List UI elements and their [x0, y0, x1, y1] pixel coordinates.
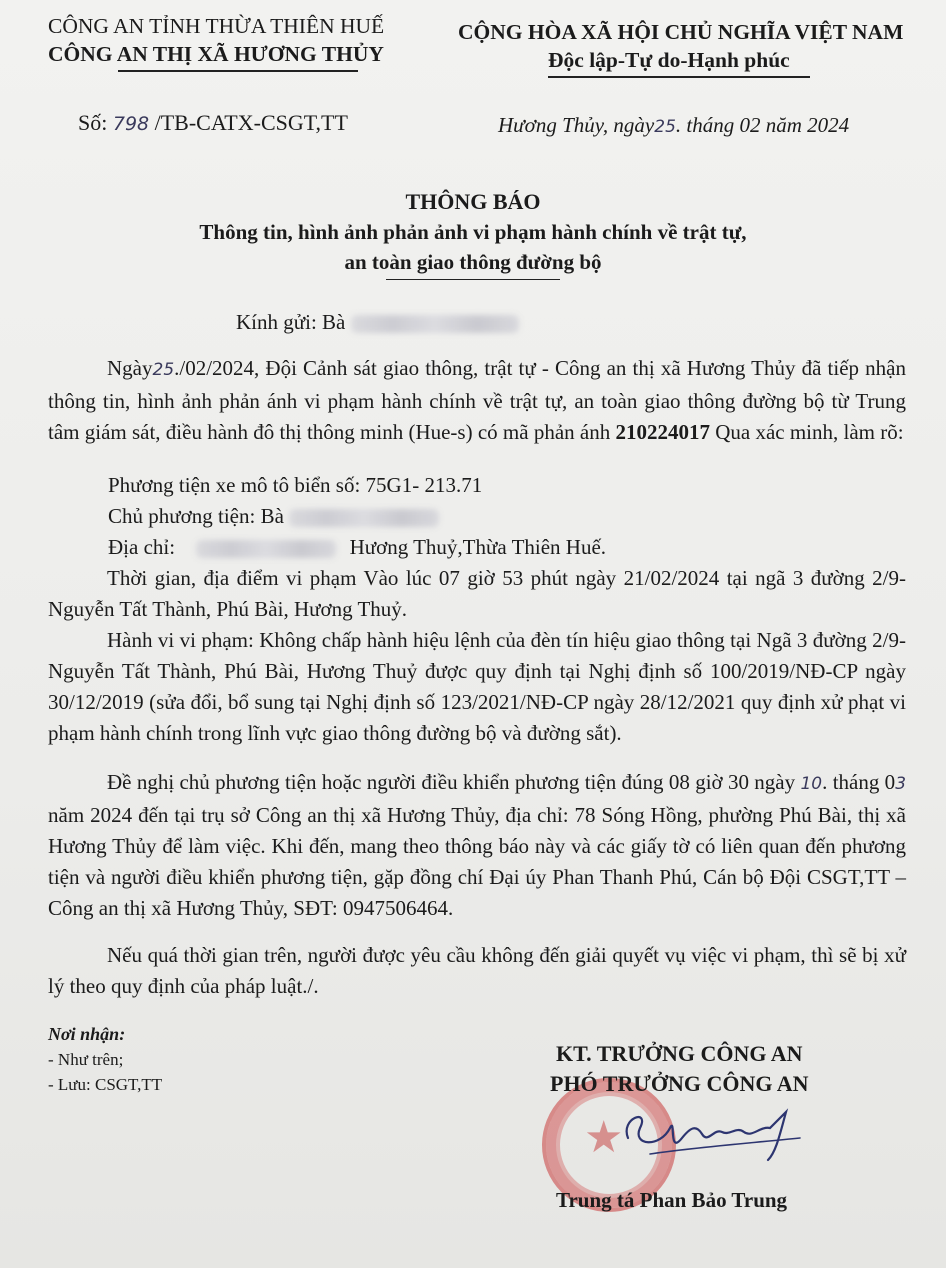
report-code: 210224017	[615, 420, 710, 444]
doc-title: THÔNG BÁO	[405, 189, 541, 214]
recipients-item-1: - Như trên;	[48, 1050, 124, 1069]
date-line	[498, 113, 849, 138]
nation-title: CỘNG HÒA XÃ HỘI CHỦ NGHĨA VIỆT NAM	[458, 20, 904, 44]
handwritten-signature	[610, 1098, 830, 1168]
recipient-label: Kính gửi: Bà	[236, 310, 346, 334]
doc-subtitle-2: an toàn giao thông đường bộ	[344, 250, 602, 274]
vehicle-line: Phương tiện xe mô tô biển số: 75G1- 213.71	[108, 473, 483, 497]
request-handwritten-month: 3	[895, 774, 907, 794]
motto-underline	[548, 76, 810, 78]
title-underline	[386, 279, 560, 280]
signer-name: Trung tá Phan Bảo Trung	[556, 1188, 788, 1212]
recipients-item-2: - Lưu: CSGT,TT	[48, 1075, 163, 1094]
owner-label: Chủ phương tiện: Bà	[108, 504, 284, 528]
recipients-label: Nơi nhận:	[48, 1024, 126, 1044]
redacted-owner	[289, 509, 439, 527]
agency-name: CÔNG AN THỊ XÃ HƯƠNG THỦY	[48, 42, 384, 66]
intro-end: Qua xác minh, làm rõ:	[709, 420, 904, 444]
doc-number-prefix: Số:	[78, 110, 113, 135]
paragraph-warning: Nếu quá thời gian trên, người được yêu cầu không đến giải quyết vụ việc vi phạm, thì sẽ bị xử lý theo quy định của pháp luật./.	[48, 943, 906, 998]
request-rest: năm 2024 đến tại trụ sở Công an thị xã Hương Thủy, địa chỉ: 78 Sóng Hồng, phường Phú Bài, thị xã Hương Thủy để làm việc. Khi đến, mang theo thông báo này và các giấy tờ có liên quan đến phương tiện và người điều khiển phương tiện, gặp đồng chí Đại úy Phan Thanh Phú, Cán bộ Đội CSGT,TT – Công an thị xã Hương Thủy, SĐT: 0947506464.	[48, 803, 906, 920]
agency-underline	[118, 70, 358, 72]
paragraph-request	[48, 767, 906, 924]
paragraph-violation: Hành vi vi phạm: Không chấp hành hiệu lệnh của đèn tín hiệu giao thông tại Ngã 3 đường 2/9-Nguyễn Tất Thành, Phú Bài, Hương Thuỷ được quy định tại Nghị định số 100/2019/NĐ-CP ngày 30/12/2019 (sửa đổi, bổ sung tại Nghị định số 123/2021/NĐ-CP ngày 28/12/2021 quy định xử phạt vi phạm hành chính trong lĩnh vực giao thông đường bộ và đường sắt).	[48, 628, 906, 745]
doc-number-handwritten: 798	[112, 113, 150, 135]
request-mid: . tháng 0	[822, 770, 896, 794]
date-place: Hương Thủy, ngày	[498, 113, 655, 137]
doc-number	[78, 110, 348, 136]
paragraph-time-place: Thời gian, địa điểm vi phạm Vào lúc 07 giờ 53 phút ngày 21/02/2024 tại ngã 3 đường 2/9- Nguyễn Tất Thành, Phú Bài, Hương Thuỷ.	[48, 566, 906, 621]
seal-star-icon: ★	[584, 1112, 624, 1163]
redacted-name	[351, 315, 519, 333]
date-handwritten-day: 25	[654, 117, 676, 137]
request-line1: Đề nghị chủ phương tiện hoặc người điều khiển phương tiện đúng 08 giờ 30 ngày	[107, 770, 796, 794]
address-visible: Hương Thuỷ,Thừa Thiên Huế.	[349, 535, 607, 559]
doc-number-suffix: /TB-CATX-CSGT,TT	[149, 110, 348, 135]
nation-motto: Độc lập-Tự do-Hạnh phúc	[548, 48, 790, 72]
intro-start: Ngày	[107, 356, 153, 380]
address-label: Địa chỉ:	[108, 535, 176, 559]
signature-title-1: KT. TRƯỞNG CÔNG AN	[556, 1041, 803, 1066]
intro-handwritten-day: 25	[152, 360, 175, 380]
owner-line	[108, 501, 439, 532]
agency-parent: CÔNG AN TỈNH THỪA THIÊN HUẾ	[48, 14, 385, 38]
intro-text: ./02/2024, Đội Cảnh sát giao thông, trật tự - Công an thị xã Hương Thủy đã tiếp nhận thông tin, hình ảnh phản ánh vi phạm hành chính về trật tự, an toàn giao thông đường bộ từ Trung tâm giám sát, điều hành đô thị thông minh (Hue-s) có mã phản ánh	[48, 356, 906, 444]
address-line	[108, 532, 606, 563]
doc-subtitle-1: Thông tin, hình ảnh phản ảnh vi phạm hành chính về trật tự,	[199, 220, 747, 244]
redacted-address	[196, 540, 336, 558]
date-rest: . tháng 02 năm 2024	[675, 113, 850, 137]
signature-title-2: PHÓ TRƯỞNG CÔNG AN	[550, 1071, 809, 1096]
paragraph-intro	[48, 353, 906, 448]
recipient-line	[236, 307, 519, 338]
request-handwritten-day: 10	[800, 774, 823, 794]
